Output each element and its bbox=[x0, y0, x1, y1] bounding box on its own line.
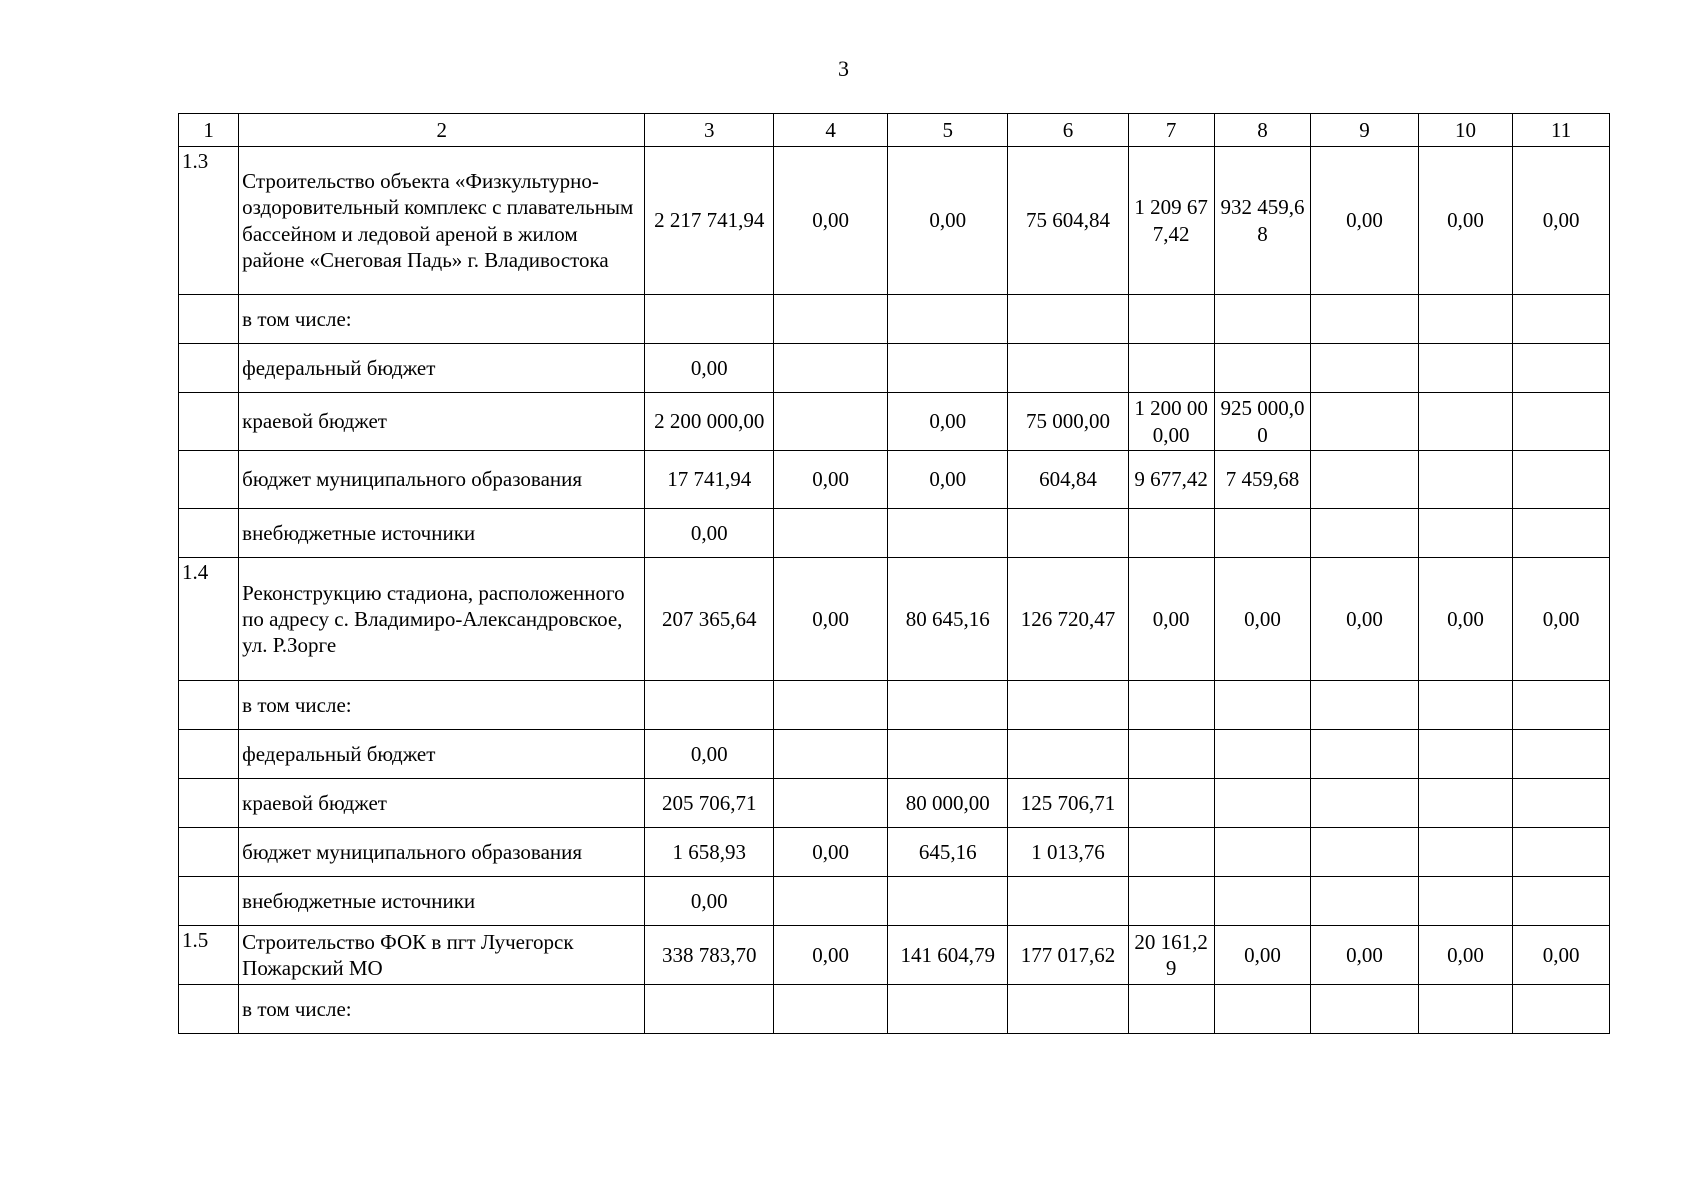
row-number-cell bbox=[179, 344, 239, 393]
row-name-cell: Реконструкцию стадиона, расположенного по адресу с. Владимиро-Александровское, ул. Р.Зорге bbox=[239, 558, 645, 681]
value-cell: 1 658,93 bbox=[645, 828, 774, 877]
column-header: 8 bbox=[1214, 114, 1311, 147]
column-header: 2 bbox=[239, 114, 645, 147]
value-cell: 1 200 000,00 bbox=[1128, 393, 1214, 451]
table-row bbox=[179, 147, 1610, 295]
value-cell: 0,00 bbox=[888, 393, 1008, 451]
table-row bbox=[179, 877, 1610, 926]
table-row bbox=[179, 295, 1610, 344]
value-cell bbox=[1008, 985, 1128, 1034]
value-cell: 17 741,94 bbox=[645, 451, 774, 509]
row-number-cell bbox=[179, 985, 239, 1034]
value-cell: 0,00 bbox=[1513, 147, 1610, 295]
value-cell: 0,00 bbox=[1418, 147, 1513, 295]
value-cell bbox=[1418, 344, 1513, 393]
value-cell bbox=[1513, 828, 1610, 877]
row-name-cell: краевой бюджет bbox=[239, 393, 645, 451]
row-name-cell: федеральный бюджет bbox=[239, 344, 645, 393]
value-cell bbox=[1418, 509, 1513, 558]
table-row bbox=[179, 344, 1610, 393]
column-header: 6 bbox=[1008, 114, 1128, 147]
row-number-cell bbox=[179, 295, 239, 344]
value-cell bbox=[1513, 295, 1610, 344]
value-cell bbox=[1311, 730, 1418, 779]
value-cell bbox=[888, 730, 1008, 779]
value-cell bbox=[1311, 779, 1418, 828]
value-cell bbox=[1513, 344, 1610, 393]
column-header: 7 bbox=[1128, 114, 1214, 147]
value-cell bbox=[774, 344, 888, 393]
value-cell bbox=[1214, 779, 1311, 828]
value-cell bbox=[1214, 985, 1311, 1034]
value-cell: 932 459,68 bbox=[1214, 147, 1311, 295]
value-cell: 0,00 bbox=[645, 344, 774, 393]
value-cell: 0,00 bbox=[1311, 926, 1418, 985]
value-cell bbox=[1513, 681, 1610, 730]
row-name-cell: в том числе: bbox=[239, 985, 645, 1034]
value-cell: 0,00 bbox=[888, 147, 1008, 295]
budget-table bbox=[178, 113, 1610, 1034]
value-cell: 0,00 bbox=[1513, 558, 1610, 681]
value-cell: 2 217 741,94 bbox=[645, 147, 774, 295]
value-cell: 1 209 677,42 bbox=[1128, 147, 1214, 295]
column-header-row bbox=[179, 114, 1610, 147]
table-row bbox=[179, 681, 1610, 730]
value-cell bbox=[888, 344, 1008, 393]
value-cell bbox=[645, 985, 774, 1034]
value-cell bbox=[1128, 730, 1214, 779]
value-cell: 0,00 bbox=[1418, 558, 1513, 681]
table-row bbox=[179, 558, 1610, 681]
value-cell bbox=[1418, 985, 1513, 1034]
value-cell: 205 706,71 bbox=[645, 779, 774, 828]
row-number-cell bbox=[179, 779, 239, 828]
value-cell: 126 720,47 bbox=[1008, 558, 1128, 681]
value-cell bbox=[1418, 877, 1513, 926]
value-cell bbox=[1513, 393, 1610, 451]
row-name-cell: в том числе: bbox=[239, 681, 645, 730]
value-cell bbox=[1214, 344, 1311, 393]
value-cell bbox=[1311, 877, 1418, 926]
row-name-cell: в том числе: bbox=[239, 295, 645, 344]
value-cell: 75 604,84 bbox=[1008, 147, 1128, 295]
value-cell: 0,00 bbox=[888, 451, 1008, 509]
value-cell bbox=[1418, 779, 1513, 828]
row-name-cell: бюджет муниципального образования bbox=[239, 828, 645, 877]
value-cell bbox=[1513, 509, 1610, 558]
value-cell bbox=[1311, 344, 1418, 393]
value-cell bbox=[1513, 779, 1610, 828]
value-cell bbox=[1128, 681, 1214, 730]
value-cell bbox=[1214, 730, 1311, 779]
value-cell: 9 677,42 bbox=[1128, 451, 1214, 509]
row-name-cell: бюджет муниципального образования bbox=[239, 451, 645, 509]
value-cell bbox=[774, 985, 888, 1034]
value-cell bbox=[1008, 877, 1128, 926]
value-cell bbox=[1311, 451, 1418, 509]
value-cell bbox=[1128, 344, 1214, 393]
table-row bbox=[179, 393, 1610, 451]
value-cell bbox=[1311, 393, 1418, 451]
value-cell bbox=[1513, 730, 1610, 779]
value-cell bbox=[1008, 509, 1128, 558]
value-cell bbox=[888, 877, 1008, 926]
value-cell bbox=[774, 509, 888, 558]
row-number-cell: 1.5 bbox=[179, 926, 239, 985]
value-cell bbox=[1008, 730, 1128, 779]
value-cell: 0,00 bbox=[1513, 926, 1610, 985]
value-cell: 0,00 bbox=[1214, 558, 1311, 681]
value-cell: 177 017,62 bbox=[1008, 926, 1128, 985]
row-number-cell: 1.4 bbox=[179, 558, 239, 681]
value-cell: 0,00 bbox=[1311, 558, 1418, 681]
value-cell: 0,00 bbox=[774, 828, 888, 877]
value-cell bbox=[1418, 295, 1513, 344]
value-cell: 604,84 bbox=[1008, 451, 1128, 509]
value-cell bbox=[1418, 393, 1513, 451]
value-cell: 645,16 bbox=[888, 828, 1008, 877]
value-cell bbox=[888, 985, 1008, 1034]
value-cell bbox=[1128, 295, 1214, 344]
value-cell bbox=[1418, 451, 1513, 509]
value-cell bbox=[1214, 295, 1311, 344]
value-cell bbox=[774, 779, 888, 828]
value-cell: 0,00 bbox=[774, 926, 888, 985]
page-number: 3 bbox=[838, 56, 849, 81]
table-row bbox=[179, 926, 1610, 985]
value-cell bbox=[1513, 877, 1610, 926]
value-cell: 80 645,16 bbox=[888, 558, 1008, 681]
value-cell bbox=[1128, 779, 1214, 828]
value-cell bbox=[1008, 295, 1128, 344]
column-header: 4 bbox=[774, 114, 888, 147]
value-cell bbox=[1214, 877, 1311, 926]
value-cell: 141 604,79 bbox=[888, 926, 1008, 985]
value-cell bbox=[1418, 730, 1513, 779]
value-cell: 0,00 bbox=[1214, 926, 1311, 985]
value-cell: 0,00 bbox=[1418, 926, 1513, 985]
table-row bbox=[179, 779, 1610, 828]
value-cell bbox=[1214, 828, 1311, 877]
value-cell bbox=[1008, 344, 1128, 393]
value-cell bbox=[1311, 509, 1418, 558]
value-cell bbox=[1128, 877, 1214, 926]
row-number-cell bbox=[179, 393, 239, 451]
value-cell: 207 365,64 bbox=[645, 558, 774, 681]
row-name-cell: внебюджетные источники bbox=[239, 877, 645, 926]
value-cell bbox=[1311, 985, 1418, 1034]
value-cell: 80 000,00 bbox=[888, 779, 1008, 828]
value-cell: 925 000,00 bbox=[1214, 393, 1311, 451]
column-header: 5 bbox=[888, 114, 1008, 147]
value-cell: 338 783,70 bbox=[645, 926, 774, 985]
value-cell bbox=[888, 295, 1008, 344]
column-header: 11 bbox=[1513, 114, 1610, 147]
table-row bbox=[179, 730, 1610, 779]
column-header: 3 bbox=[645, 114, 774, 147]
value-cell: 0,00 bbox=[774, 451, 888, 509]
value-cell bbox=[1418, 681, 1513, 730]
value-cell bbox=[1214, 509, 1311, 558]
table-row bbox=[179, 451, 1610, 509]
row-name-cell: Строительство объекта «Физкультурно-оздоровительный комплекс с плавательным бассейном и ледовой ареной в жилом районе «Снеговая Падь» г. Владивостока bbox=[239, 147, 645, 295]
row-name-cell: внебюджетные источники bbox=[239, 509, 645, 558]
value-cell bbox=[774, 730, 888, 779]
value-cell bbox=[774, 295, 888, 344]
value-cell: 0,00 bbox=[1311, 147, 1418, 295]
value-cell bbox=[1513, 451, 1610, 509]
table-body bbox=[179, 114, 1610, 1034]
row-name-cell: Строительство ФОК в пгт Лучегорск Пожарский МО bbox=[239, 926, 645, 985]
value-cell bbox=[774, 877, 888, 926]
value-cell bbox=[1311, 828, 1418, 877]
row-number-cell bbox=[179, 681, 239, 730]
value-cell: 0,00 bbox=[1128, 558, 1214, 681]
value-cell: 1 013,76 bbox=[1008, 828, 1128, 877]
value-cell: 0,00 bbox=[645, 509, 774, 558]
row-name-cell: краевой бюджет bbox=[239, 779, 645, 828]
row-number-cell bbox=[179, 730, 239, 779]
value-cell bbox=[645, 295, 774, 344]
column-header: 10 bbox=[1418, 114, 1513, 147]
value-cell: 75 000,00 bbox=[1008, 393, 1128, 451]
table-row bbox=[179, 828, 1610, 877]
value-cell bbox=[774, 393, 888, 451]
value-cell bbox=[1008, 681, 1128, 730]
row-number-cell bbox=[179, 451, 239, 509]
column-header: 9 bbox=[1311, 114, 1418, 147]
value-cell bbox=[774, 681, 888, 730]
row-number-cell bbox=[179, 509, 239, 558]
row-number-cell: 1.3 bbox=[179, 147, 239, 295]
value-cell bbox=[645, 681, 774, 730]
value-cell bbox=[888, 681, 1008, 730]
value-cell bbox=[1214, 681, 1311, 730]
value-cell: 125 706,71 bbox=[1008, 779, 1128, 828]
value-cell: 7 459,68 bbox=[1214, 451, 1311, 509]
value-cell bbox=[1311, 295, 1418, 344]
value-cell bbox=[1513, 985, 1610, 1034]
table-row bbox=[179, 509, 1610, 558]
column-header: 1 bbox=[179, 114, 239, 147]
value-cell bbox=[1128, 985, 1214, 1034]
value-cell: 2 200 000,00 bbox=[645, 393, 774, 451]
row-number-cell bbox=[179, 828, 239, 877]
value-cell: 0,00 bbox=[645, 877, 774, 926]
value-cell: 0,00 bbox=[645, 730, 774, 779]
value-cell bbox=[888, 509, 1008, 558]
row-name-cell: федеральный бюджет bbox=[239, 730, 645, 779]
value-cell bbox=[1418, 828, 1513, 877]
value-cell bbox=[1128, 828, 1214, 877]
value-cell: 0,00 bbox=[774, 558, 888, 681]
value-cell bbox=[1128, 509, 1214, 558]
value-cell bbox=[1311, 681, 1418, 730]
value-cell: 20 161,29 bbox=[1128, 926, 1214, 985]
value-cell: 0,00 bbox=[774, 147, 888, 295]
table-row bbox=[179, 985, 1610, 1034]
row-number-cell bbox=[179, 877, 239, 926]
